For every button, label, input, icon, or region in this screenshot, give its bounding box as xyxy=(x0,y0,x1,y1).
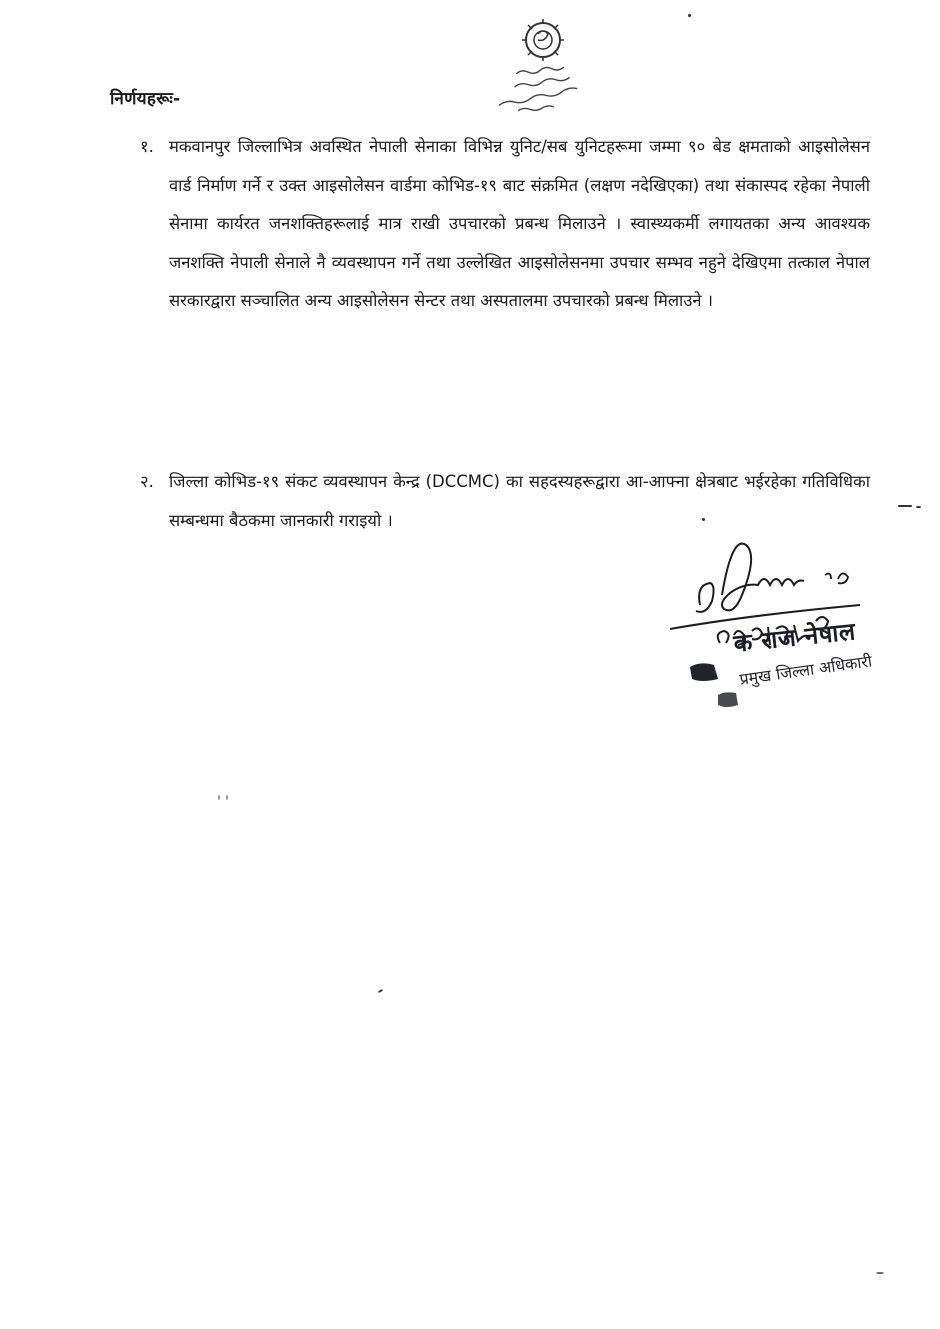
scan-speck xyxy=(226,795,228,800)
decisions-heading: निर्णयहरूः- xyxy=(110,89,181,109)
scan-speck xyxy=(702,518,705,521)
decision-number: २. xyxy=(140,472,154,491)
decision-item-2 xyxy=(140,463,870,540)
scan-speck xyxy=(916,506,921,508)
government-seal-icon xyxy=(488,14,598,114)
decision-item-1 xyxy=(140,128,870,321)
stamp-officer-title: प्रमुख जिल्ला अधिकारी xyxy=(738,651,874,689)
decision-text: जिल्ला कोभिड-१९ संकट व्यवस्थापन केन्द्र (DCCMC) का सहदस्यहरूद्वारा आ-आफ्ना क्षेत्रबाट भईरहेका गतिविधिका सम्बन्धमा बैठकमा जानकारी गराइयो । xyxy=(169,472,870,530)
stamp-officer-name: क राज नेपाल xyxy=(732,617,858,658)
scan-speck xyxy=(688,14,691,17)
scan-speck xyxy=(876,1272,884,1274)
scan-speck xyxy=(898,505,912,507)
scan-speck xyxy=(218,795,220,800)
decision-number: १. xyxy=(140,137,154,156)
decision-text: मकवानपुर जिल्लाभित्र अवस्थित नेपाली सेनाका विभिन्न युनिट/सब युनिटहरूमा जम्मा ९० बेड क्षमताको आइसोलेसन वार्ड निर्माण गर्ने र उक्त आइसोलेसन वार्डमा कोभिड-१९ बाट संक्रमित (लक्षण नदेखिएका) तथा संकास्पद रहेका नेपाली सेनामा कार्यरत जनशक्तिहरूलाई मात्र राखी उपचारको प्रबन्ध मिलाउने । स्वास्थ्यकर्मी लगायतका अन्य आवश्यक जनशक्ति नेपाली सेनाले नै व्यवस्थापन गर्ने तथा उल्लेखित आइसोलेसनमा उपचार सम्भव नहुने देखिएमा तत्काल नेपाल सरकारद्वारा सञ्चालित अन्य आइसोलेसन सेन्टर तथा अस्पतालमा उपचारको प्रबन्ध मिलाउने । xyxy=(169,137,870,310)
scan-speck xyxy=(378,989,383,993)
